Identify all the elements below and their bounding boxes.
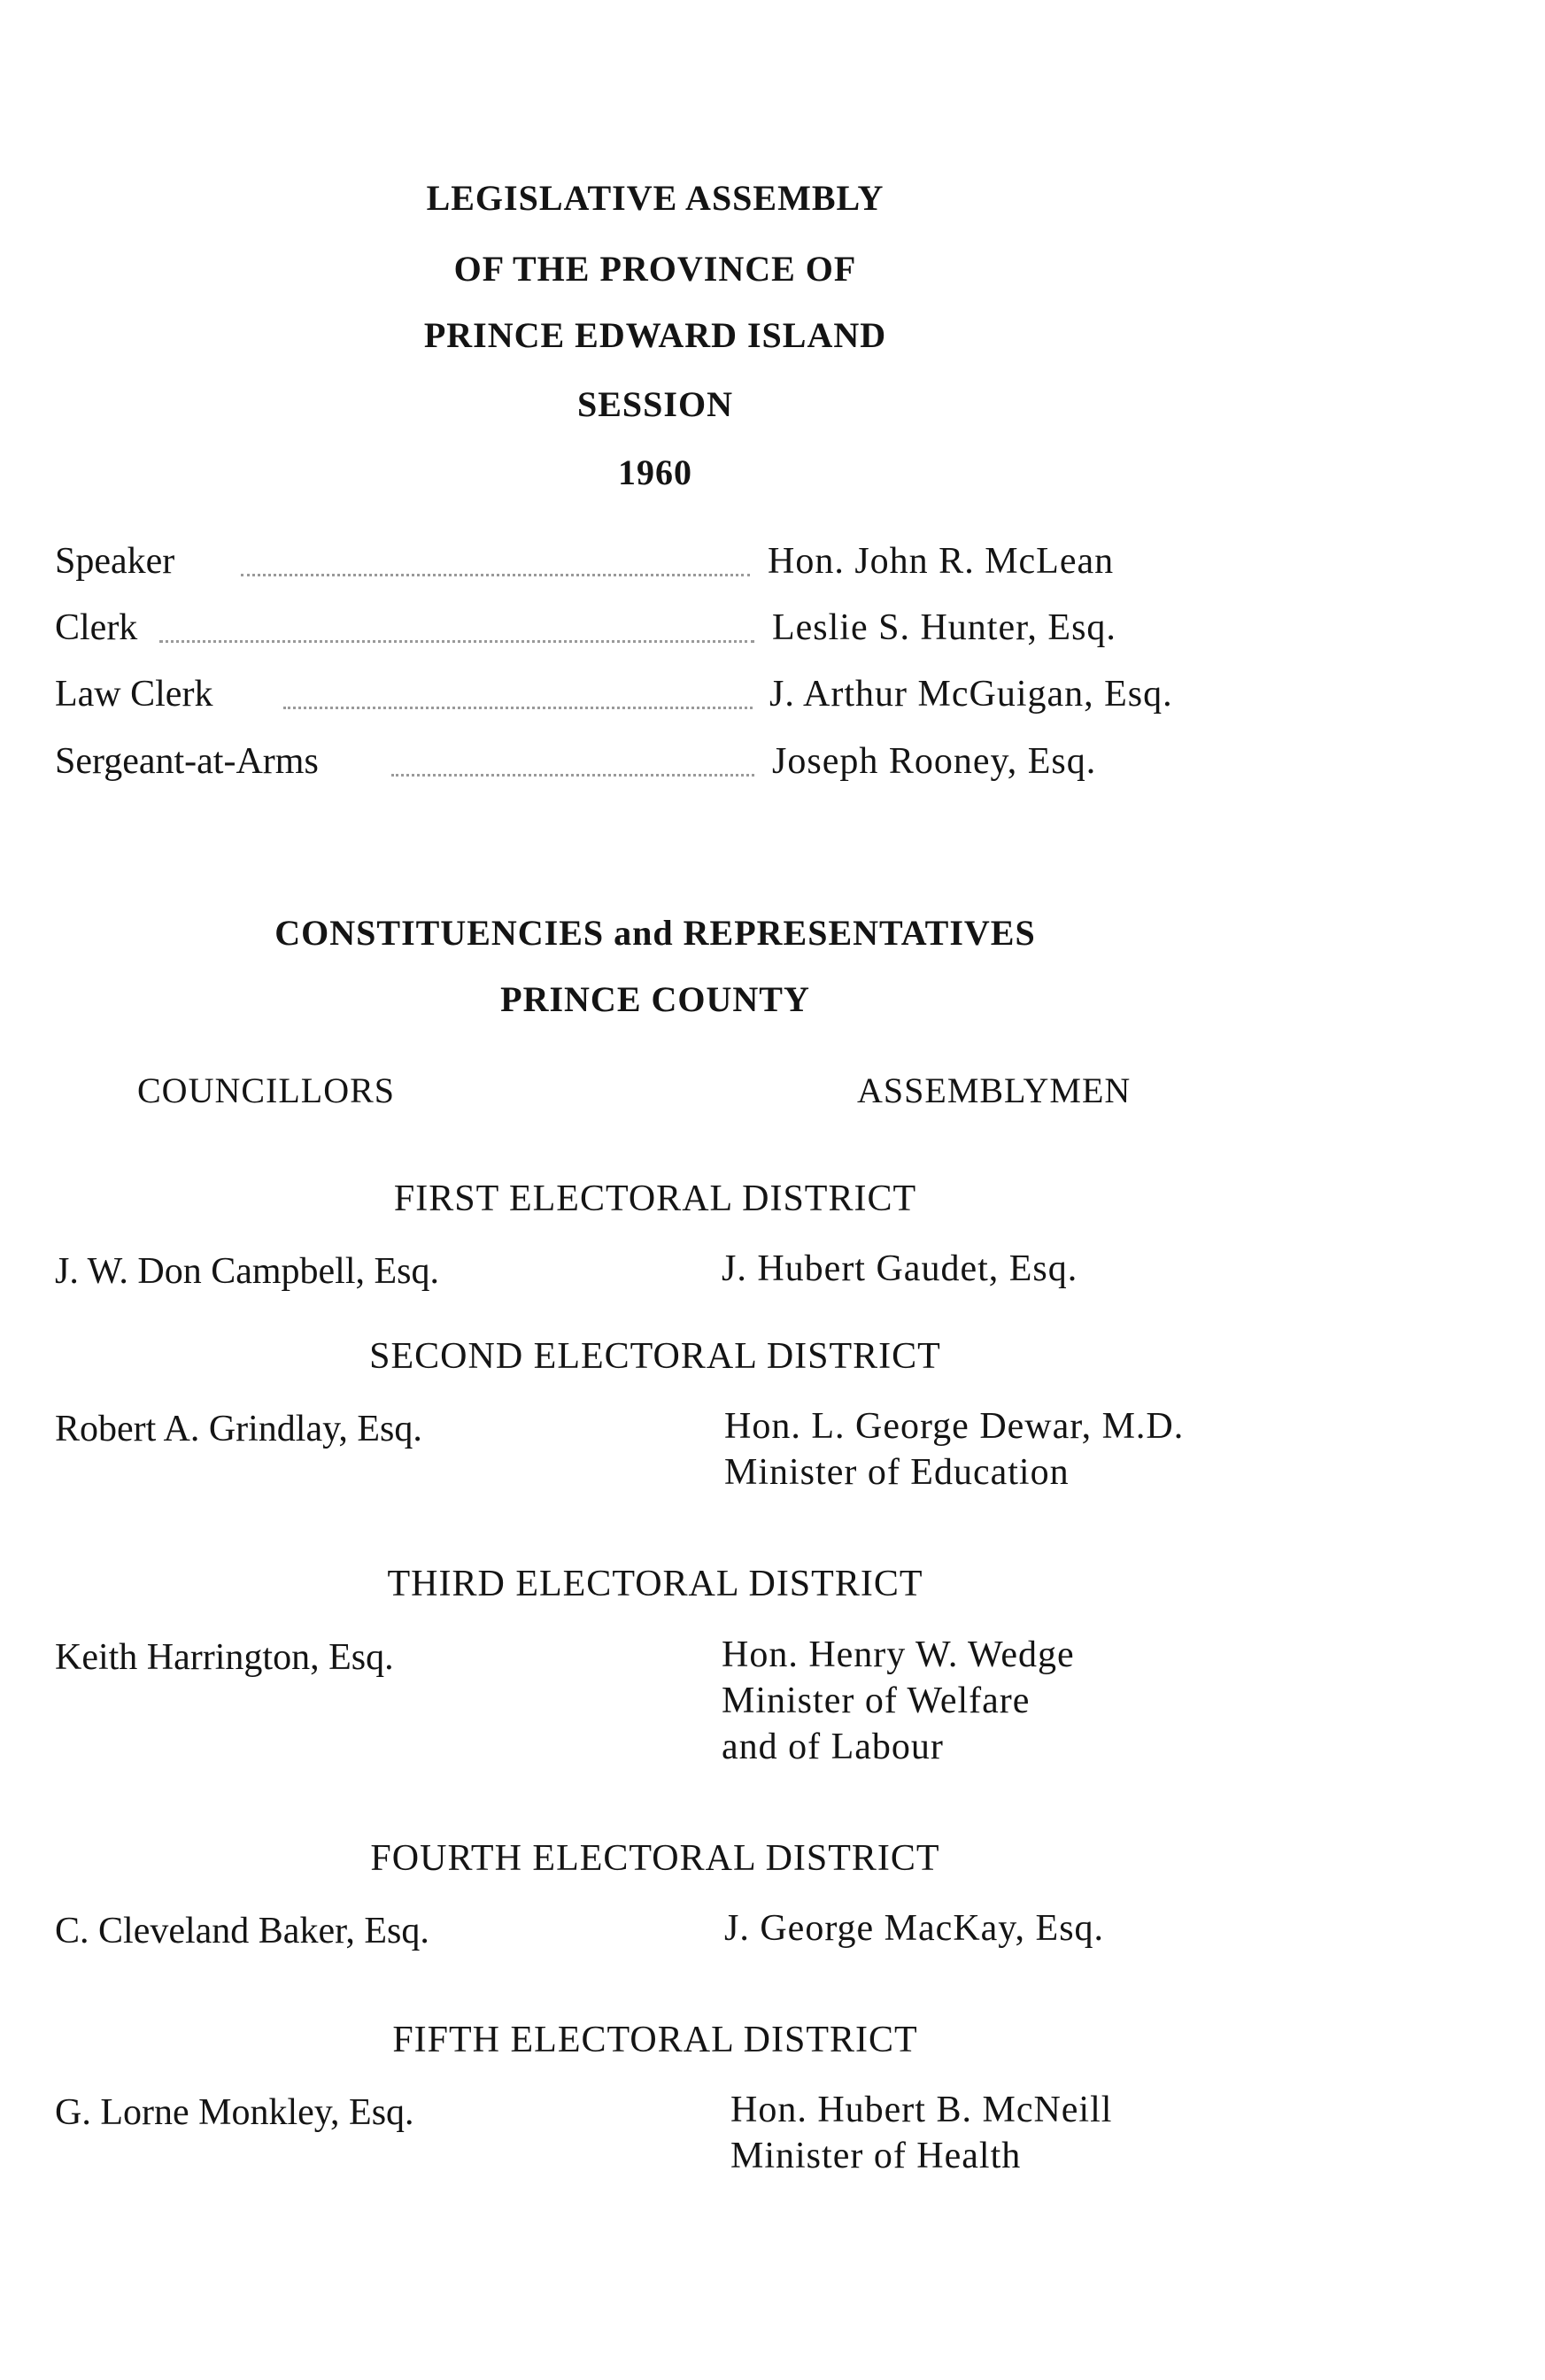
officer-title: Clerk — [55, 607, 138, 648]
officer-name: Joseph Rooney, Esq. — [772, 741, 1097, 782]
assemblyman-line: Minister of Welfare — [722, 1681, 1031, 1721]
district-heading: THIRD ELECTORAL DISTRICT — [387, 1564, 923, 1604]
assemblyman-line: Minister of Health — [730, 2136, 1022, 2176]
officer-title: Law Clerk — [55, 674, 213, 715]
officer-title: Speaker — [55, 541, 175, 582]
title-line-1: LEGISLATIVE ASSEMBLY — [426, 178, 885, 218]
dot-leader — [241, 572, 750, 576]
assemblyman-line: Minister of Education — [724, 1452, 1070, 1493]
councillor-name: Robert A. Grindlay, Esq. — [55, 1409, 422, 1449]
column-heading-councillors: COUNCILLORS — [137, 1070, 396, 1110]
assemblyman-entry — [722, 1632, 1075, 1770]
officer-row-sergeant-at-arms — [55, 740, 1241, 793]
officer-row-speaker — [55, 540, 1241, 593]
assemblyman-line: Hon. Henry W. Wedge — [722, 1634, 1075, 1675]
district-heading: FIRST ELECTORAL DISTRICT — [393, 1178, 917, 1219]
district-heading: FIFTH ELECTORAL DISTRICT — [392, 2020, 918, 2060]
assemblyman-line: J. George MacKay, Esq. — [724, 1908, 1105, 1949]
officer-name: Leslie S. Hunter, Esq. — [772, 607, 1116, 648]
councillor-name: C. Cleveland Baker, Esq. — [55, 1911, 429, 1951]
title-year: 1960 — [618, 452, 692, 492]
assemblyman-line: and of Labour — [722, 1727, 944, 1767]
councillor-name: J. W. Don Campbell, Esq. — [55, 1251, 440, 1292]
assemblyman-line: Hon. Hubert B. McNeill — [730, 2090, 1113, 2130]
dot-leader — [391, 772, 754, 777]
dot-leader — [159, 638, 754, 643]
assemblyman-entry — [724, 1403, 1184, 1495]
assemblyman-entry — [722, 1246, 1078, 1292]
county-title: PRINCE COUNTY — [500, 979, 810, 1019]
officer-row-law-clerk — [55, 673, 1241, 726]
section-title: CONSTITUENCIES and REPRESENTATIVES — [274, 913, 1036, 953]
dot-leader — [283, 705, 753, 709]
assemblyman-entry — [724, 1905, 1104, 1951]
officer-row-clerk — [55, 607, 1241, 660]
column-heading-assemblymen: ASSEMBLYMEN — [857, 1070, 1132, 1110]
title-line-2: OF THE PROVINCE OF — [453, 249, 857, 289]
officer-name: J. Arthur McGuigan, Esq. — [769, 674, 1173, 715]
councillor-name: Keith Harrington, Esq. — [55, 1637, 394, 1678]
title-line-3: PRINCE EDWARD ISLAND — [423, 315, 887, 355]
assemblyman-entry — [730, 2087, 1112, 2179]
officer-title: Sergeant-at-Arms — [55, 741, 319, 782]
assemblyman-line: J. Hubert Gaudet, Esq. — [722, 1248, 1078, 1289]
district-heading: FOURTH ELECTORAL DISTRICT — [370, 1838, 940, 1879]
councillor-name: G. Lorne Monkley, Esq. — [55, 2092, 414, 2133]
assemblyman-line: Hon. L. George Dewar, M.D. — [724, 1406, 1185, 1447]
title-session: SESSION — [577, 384, 733, 424]
officer-name: Hon. John R. McLean — [768, 541, 1115, 582]
district-heading: SECOND ELECTORAL DISTRICT — [369, 1336, 941, 1377]
